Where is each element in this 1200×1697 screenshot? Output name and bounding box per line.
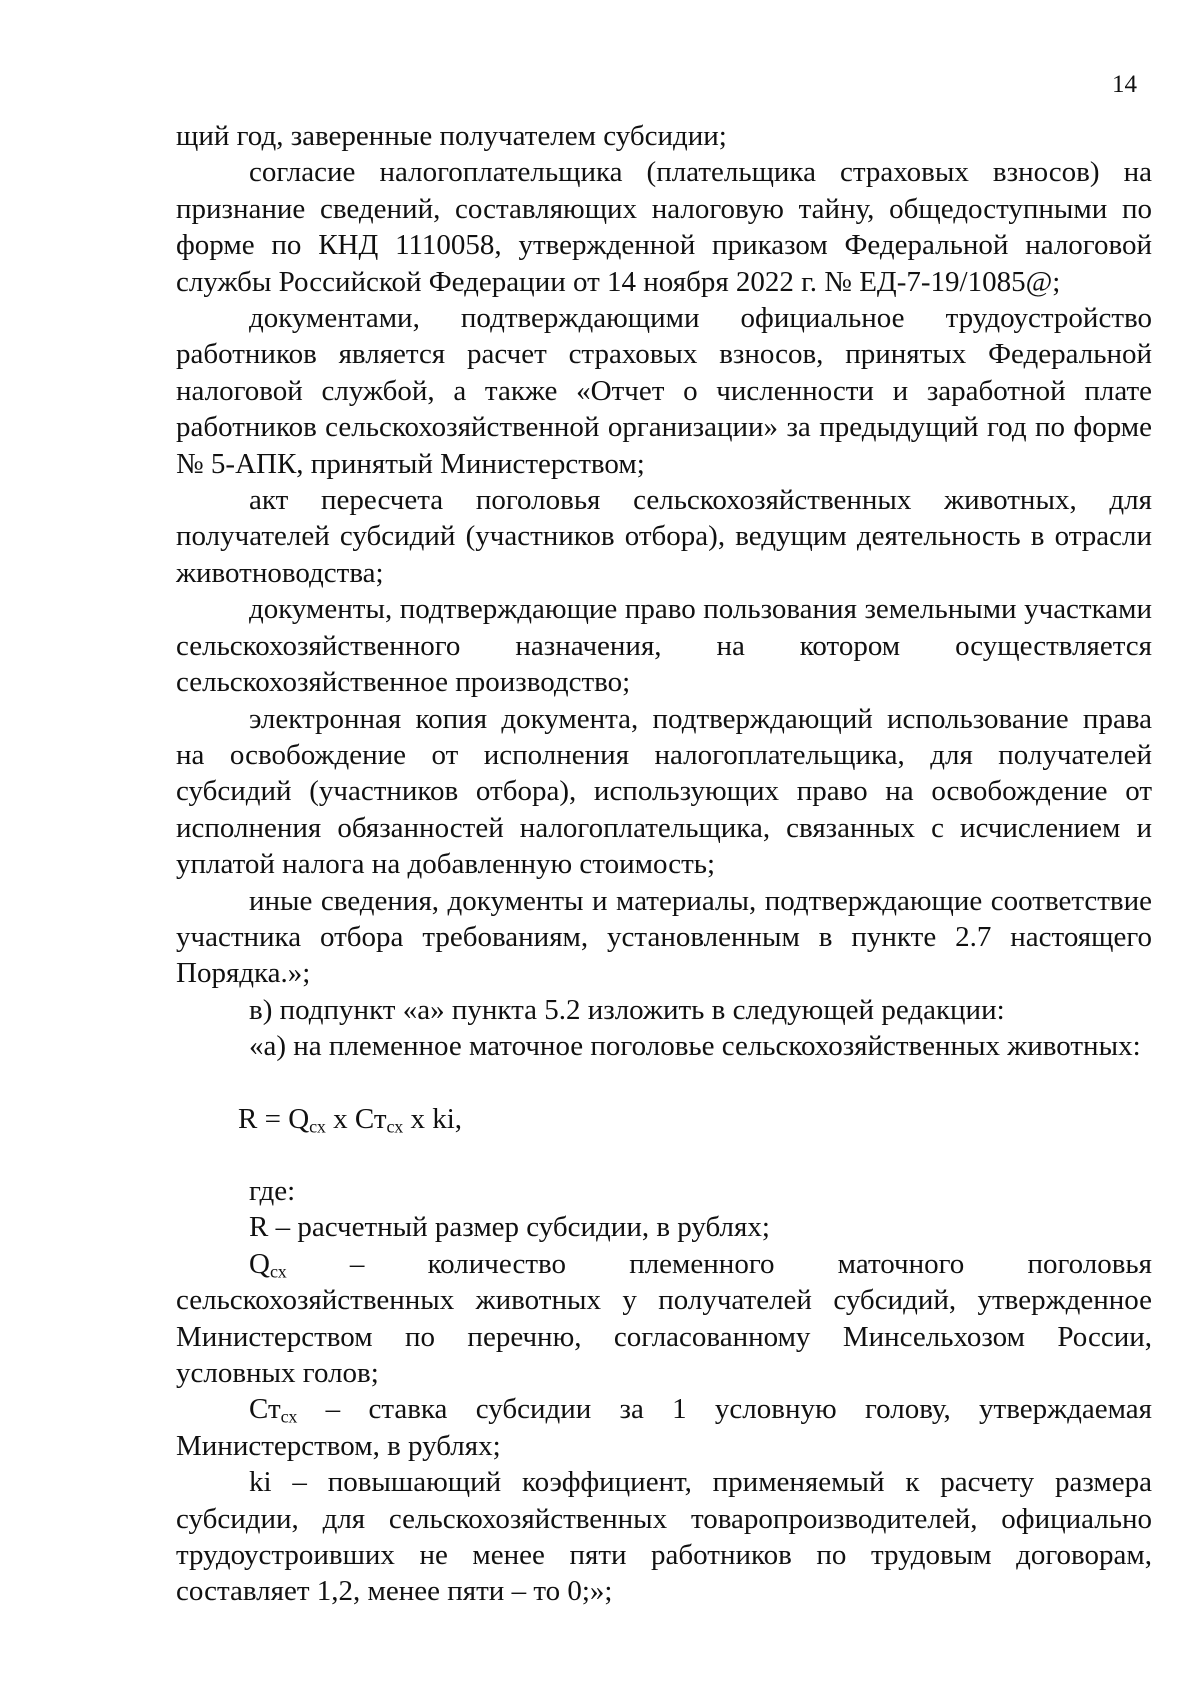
where-label: где: [249,1174,296,1207]
definition-ki: ki – повышающий коэффициент, применяемый к расчету размера субсидии, для сельскохозяйственных товаропроизводителей, официально трудоустроивших не менее пяти работников по трудовым договорам, составляет 1,2, менее пяти – то 0;»; [176,1466,1152,1608]
paragraph-vat-exemption: электронная копия документа, подтверждающий использование права на освобождение от исполнения налогоплательщика, для получателей субсидий (участников отбора), использующих право на освобождение от исполнения обязанностей налогоплательщика, связанных с исчислением и уплатой налога на добавленную стоимость; [176,702,1152,881]
formula-mid-part: x Ст [325,1102,387,1135]
paragraph-breeding-stock: «а) на племенное маточное поголовье сельскохозяйственных животных: [249,1030,1141,1063]
definition-q-symbol: Q [249,1247,270,1280]
paragraph-taxpayer-consent: согласие налогоплательщика (плательщика страховых взносов) на признание сведений, составляющих налоговую тайну, общедоступными по форме по КНД 1110058, утвержденной приказом Федеральной налоговой службы Российской Федерации от 14 ноября 2022 г. № ЕД-7-19/1085@; [176,156,1152,298]
paragraph-continuation: щий год, заверенные получателем субсидии; [176,120,727,152]
paragraph-employment-documents: документами, подтверждающими официальное трудоустройство работников является расчет страховых взносов, принятых Федеральной налоговой службой, а также «Отчет о численности и заработной плате работников сельскохозяйственной организации» за предыдущий год по форме № 5-АПК, принятый Министерством; [176,302,1152,480]
paragraph-other-documents: иные сведения, документы и материалы, подтверждающие соответствие участника отбора требованиям, установленным в пункте 2.7 настоящего Порядка.»; [176,884,1152,990]
definition-r: R – расчетный размер субсидии, в рублях; [249,1211,770,1244]
formula-end-part: x ki, [403,1102,463,1135]
definition-st-text: – ставка субсидии за 1 условную голову, утверждаемая Министерством, в рублях; [176,1393,1152,1462]
definition-st-symbol: Ст [249,1393,281,1426]
formula-q-subscript: сх [309,1116,326,1137]
formula-st-subscript: сх [386,1116,404,1137]
definition-q-text: – количество племенного маточного поголовья сельскохозяйственных животных у получателей субсидий, утвержденное Министерством по перечню, согласованному Минсельхозом России, условных голов; [176,1247,1152,1389]
definition-st [176,1391,1152,1464]
formula-r-part: R = Q [238,1102,310,1135]
page-number: 14 [1112,71,1137,98]
subsidy-formula [176,1101,1152,1137]
definition-q-subscript: сх [269,1261,287,1282]
paragraph-amendment: в) подпункт «а» пункта 5.2 изложить в следующей редакции: [249,993,1005,1026]
paragraph-livestock-recount: акт пересчета поголовья сельскохозяйственных животных, для получателей субсидий (участников отбора), ведущим деятельность в отрасли животноводства; [176,484,1152,589]
paragraph-land-rights: документы, подтверждающие право пользования земельными участками сельскохозяйственного назначения, на котором осуществляется сельскохозяйственное производство; [176,593,1152,699]
definition-q [176,1246,1152,1392]
document-body [176,118,1152,1610]
definition-st-subscript: сх [280,1406,298,1427]
